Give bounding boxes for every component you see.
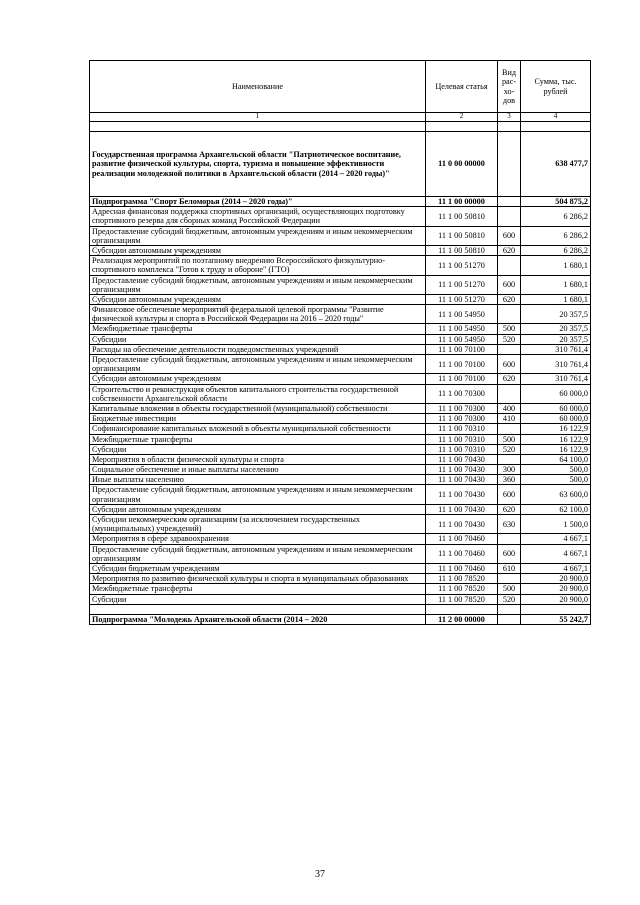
table-row [90, 324, 591, 334]
table-row [90, 207, 591, 226]
row-type: 600 [498, 544, 521, 563]
column-number: 1 [90, 113, 426, 122]
table-row [90, 504, 591, 514]
page-number: 37 [315, 869, 325, 880]
column-numbering-row [90, 113, 591, 122]
row-sum: 1 500,0 [521, 515, 591, 534]
row-name: Мероприятия в сфере здравоохранения [90, 534, 426, 544]
table-row [90, 544, 591, 563]
row-article: 11 1 00 51270 [426, 275, 498, 294]
row-name: Капитальные вложения в объекты государственной (муниципальной) собственности [90, 403, 426, 413]
row-type [498, 132, 521, 197]
row-name: Бюджетные инвестиции [90, 414, 426, 424]
row-sum: 60 000,0 [521, 403, 591, 413]
table-header-row [90, 61, 591, 113]
row-name: Субсидии автономным учреждениям [90, 374, 426, 384]
row-sum: 1 680,1 [521, 294, 591, 304]
row-sum: 20 900,0 [521, 574, 591, 584]
row-type: 610 [498, 563, 521, 573]
row-type: 600 [498, 275, 521, 294]
column-number: 2 [426, 113, 498, 122]
row-article: 11 1 00 51270 [426, 294, 498, 304]
table-row [90, 344, 591, 354]
row-sum: 20 357,5 [521, 305, 591, 324]
row-type: 520 [498, 594, 521, 604]
row-sum: 55 242,7 [521, 614, 591, 624]
row-article: 11 1 00 70100 [426, 355, 498, 374]
row-article: 11 1 00 70430 [426, 475, 498, 485]
row-name: Социальное обеспечение и иные выплаты населению [90, 465, 426, 475]
row-name: Предоставление субсидий бюджетным, автономным учреждениям и иным некоммерческим организациям [90, 544, 426, 563]
row-article: 11 1 00 70310 [426, 424, 498, 434]
table-row [90, 454, 591, 464]
row-sum: 638 477,7 [521, 132, 591, 197]
row-name: Мероприятия по развитию физической культуры и спорта в муниципальных образованиях [90, 574, 426, 584]
table-row [90, 594, 591, 604]
row-article: 11 1 00 70300 [426, 414, 498, 424]
row-type: 620 [498, 294, 521, 304]
row-name: Адресная финансовая поддержка спортивных организаций, осуществляющих подготовку спортивного резерва для сборных команд Российской Федерации [90, 207, 426, 226]
row-article: 11 1 00 70430 [426, 465, 498, 475]
table-row [90, 275, 591, 294]
row-name: Государственная программа Архангельской области "Патриотическое воспитание, развитие физической культуры, спорта, туризма и повышение эффективности реализации молодежной политики в Архангельской области (2014 – 2020 годы)" [90, 132, 426, 197]
row-type: 620 [498, 374, 521, 384]
row-name: Строительство и реконструкция объектов капитального строительства государственной собственности Архангельской области [90, 384, 426, 403]
row-name: Субсидии автономным учреждениям [90, 504, 426, 514]
row-article: 11 1 00 00000 [426, 197, 498, 207]
row-sum: 310 761,4 [521, 374, 591, 384]
row-sum: 20 900,0 [521, 584, 591, 594]
row-article: 11 1 00 70300 [426, 403, 498, 413]
row-name: Мероприятия в области физической культуры и спорта [90, 454, 426, 464]
row-article: 11 1 00 70460 [426, 563, 498, 573]
row-article: 11 1 00 70430 [426, 515, 498, 534]
table-row [90, 485, 591, 504]
row-sum: 310 761,4 [521, 355, 591, 374]
row-type [498, 614, 521, 624]
row-type [498, 454, 521, 464]
row-name: Финансовое обеспечение мероприятий федеральной целевой программы "Развитие физической культуры и спорта в Российской Федерации на 2016 – 2020 годы" [90, 305, 426, 324]
row-sum: 20 357,5 [521, 334, 591, 344]
row-type: 600 [498, 485, 521, 504]
row-name: Иные выплаты населению [90, 475, 426, 485]
table-row [90, 305, 591, 324]
row-article: 11 1 00 78520 [426, 574, 498, 584]
row-name: Межбюджетные трансферты [90, 584, 426, 594]
row-type: 410 [498, 414, 521, 424]
row-name: Предоставление субсидий бюджетным, автономным учреждениям и иным некоммерческим организациям [90, 485, 426, 504]
row-article: 11 1 00 70310 [426, 434, 498, 444]
row-sum: 4 667,1 [521, 544, 591, 563]
row-article: 11 1 00 50810 [426, 207, 498, 226]
table-row [90, 256, 591, 275]
table-row [90, 374, 591, 384]
table-row [90, 563, 591, 573]
row-type: 360 [498, 475, 521, 485]
row-sum: 60 000,0 [521, 384, 591, 403]
row-name: Предоставление субсидий бюджетным, автономным учреждениям и иным некоммерческим организациям [90, 275, 426, 294]
row-type: 600 [498, 355, 521, 374]
row-name: Реализация мероприятий по поэтапному внедрению Всероссийского физкультурно-спортивного комплекса "Готов к труду и обороне" (ГТО) [90, 256, 426, 275]
row-sum: 504 875,2 [521, 197, 591, 207]
row-name: Субсидии бюджетным учреждениям [90, 563, 426, 573]
row-sum: 6 286,2 [521, 207, 591, 226]
row-type: 630 [498, 515, 521, 534]
table-row [90, 534, 591, 544]
column-number: 3 [498, 113, 521, 122]
row-article: 11 1 00 51270 [426, 256, 498, 275]
header-sum: Сумма, тыс. рублей [521, 61, 591, 113]
row-article: 11 1 00 50810 [426, 226, 498, 245]
row-type: 500 [498, 434, 521, 444]
row-type [498, 424, 521, 434]
row-article: 11 1 00 70430 [426, 454, 498, 464]
row-name: Межбюджетные трансферты [90, 324, 426, 334]
row-name: Субсидии [90, 444, 426, 454]
row-type: 400 [498, 403, 521, 413]
row-article: 11 1 00 78520 [426, 594, 498, 604]
spacer-row [90, 122, 591, 132]
table-row [90, 403, 591, 413]
row-sum: 4 667,1 [521, 563, 591, 573]
table-row [90, 414, 591, 424]
row-sum: 1 680,1 [521, 256, 591, 275]
row-type [498, 384, 521, 403]
row-sum: 60 000,0 [521, 414, 591, 424]
table-row [90, 294, 591, 304]
row-name: Субсидии некоммерческим организациям (за исключением государственных (муниципальных) учреждений) [90, 515, 426, 534]
row-sum: 20 357,5 [521, 324, 591, 334]
row-sum: 16 122,9 [521, 424, 591, 434]
row-article: 11 1 00 70310 [426, 444, 498, 454]
column-number: 4 [521, 113, 591, 122]
row-sum: 500,0 [521, 465, 591, 475]
table-row [90, 475, 591, 485]
row-type [498, 197, 521, 207]
row-type [498, 574, 521, 584]
row-sum: 6 286,2 [521, 226, 591, 245]
row-sum: 310 761,4 [521, 344, 591, 354]
table-row [90, 515, 591, 534]
row-article: 11 0 00 00000 [426, 132, 498, 197]
table-row [90, 434, 591, 444]
row-type [498, 256, 521, 275]
row-sum: 16 122,9 [521, 434, 591, 444]
row-article: 11 1 00 70430 [426, 504, 498, 514]
row-type: 300 [498, 465, 521, 475]
table-row [90, 245, 591, 255]
row-name: Субсидии автономным учреждениям [90, 245, 426, 255]
row-type [498, 305, 521, 324]
row-article: 11 1 00 70460 [426, 544, 498, 563]
row-sum: 1 680,1 [521, 275, 591, 294]
header-article: Целевая статья [426, 61, 498, 113]
row-type: 500 [498, 324, 521, 334]
row-name: Субсидии [90, 594, 426, 604]
row-name: Подпрограмма "Молодежь Архангельской области (2014 – 2020 [90, 614, 426, 624]
row-type [498, 534, 521, 544]
table-row [90, 574, 591, 584]
table-row [90, 355, 591, 374]
row-article: 11 1 00 70300 [426, 384, 498, 403]
row-sum: 6 286,2 [521, 245, 591, 255]
table-row [90, 584, 591, 594]
row-name: Предоставление субсидий бюджетным, автономным учреждениям и иным некоммерческим организациям [90, 355, 426, 374]
row-article: 11 1 00 70100 [426, 344, 498, 354]
row-article: 11 1 00 54950 [426, 324, 498, 334]
row-sum: 16 122,9 [521, 444, 591, 454]
row-type: 620 [498, 245, 521, 255]
row-article: 11 1 00 78520 [426, 584, 498, 594]
row-article: 11 1 00 70100 [426, 374, 498, 384]
table-row [90, 424, 591, 434]
spacer-row [90, 604, 591, 614]
row-article: 11 1 00 70430 [426, 485, 498, 504]
row-article: 11 1 00 54950 [426, 334, 498, 344]
row-type: 620 [498, 504, 521, 514]
row-article: 11 2 00 00000 [426, 614, 498, 624]
row-name: Расходы на обеспечение деятельности подведомственных учреждений [90, 344, 426, 354]
table-row-program [90, 132, 591, 197]
table-row [90, 226, 591, 245]
row-type: 600 [498, 226, 521, 245]
row-sum: 64 100,0 [521, 454, 591, 464]
row-name: Межбюджетные трансферты [90, 434, 426, 444]
header-name: Наименование [90, 61, 426, 113]
table-row [90, 384, 591, 403]
row-article: 11 1 00 70460 [426, 534, 498, 544]
row-sum: 62 100,0 [521, 504, 591, 514]
row-article: 11 1 00 50810 [426, 245, 498, 255]
table-row [90, 465, 591, 475]
budget-table [89, 60, 591, 625]
header-type: Вид рас-хо-дов [498, 61, 521, 113]
row-sum: 63 600,0 [521, 485, 591, 504]
table-row [90, 334, 591, 344]
row-type [498, 207, 521, 226]
row-name: Субсидии [90, 334, 426, 344]
row-sum: 500,0 [521, 475, 591, 485]
row-article: 11 1 00 54950 [426, 305, 498, 324]
row-sum: 4 667,1 [521, 534, 591, 544]
row-type: 520 [498, 444, 521, 454]
row-type: 500 [498, 584, 521, 594]
row-name: Софинансирование капитальных вложений в объекты муниципальной собственности [90, 424, 426, 434]
row-type [498, 344, 521, 354]
table-row-subprogram [90, 197, 591, 207]
table-row [90, 444, 591, 454]
row-sum: 20 900,0 [521, 594, 591, 604]
row-name: Подпрограмма "Спорт Беломорья (2014 – 2020 годы)" [90, 197, 426, 207]
row-name: Предоставление субсидий бюджетным, автономным учреждениям и иным некоммерческим организациям [90, 226, 426, 245]
row-type: 520 [498, 334, 521, 344]
table-row-subprogram [90, 614, 591, 624]
row-name: Субсидии автономным учреждениям [90, 294, 426, 304]
